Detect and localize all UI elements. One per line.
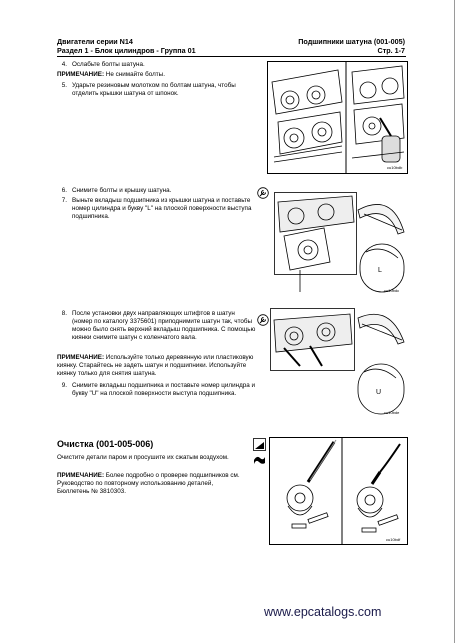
note-2: ПРИМЕЧАНИЕ: Используйте только деревянную или пластиковую киянку. Старайтесь не задеть шатун и подшипники. Используйте киянку только для снятия шатуна. bbox=[57, 354, 254, 377]
wrench-icon bbox=[257, 187, 269, 199]
manual-page: Двигатели серии N14 Раздел 1 - Блок цилиндров - Группа 01 Подшипники шатуна (001-005) Стр. 1-7 4. Ослабьте болты шатуна. ПРИМЕЧАНИЕ: Не снимайте болты. 5. Ударьте резиновым молотком по болтам шатуна, чтобы отделить крышки шатуна от шпонок. cu10bdb 6. Снимите болты и крышку шатуна. 7. Выньте вкладыш подшипника из крышки шатуна и поставьте номер цилиндра и букву "L" на плоской поверхности выступа подшипника. L cu10bdc 8. После установки двух направляющих штифтов в шатун (номер по каталогу 3375601) приподнимите шатун так, чтобы можно было снять верхний вкладыш подшипника. С помощью киянки снимите шатун с коленчатого вала. ПРИМЕЧАНИЕ: Используйте только деревянную или пластиковую киянку. Старайтесь не задеть шатун и подшипники. Используйте киянку только для снятия шатуна. 9. Снимите вкладыш подшипника и поставьте номер цилиндра и букву "U" на плоской поверхности выступа подшипника. U cu10bde Очистка (001-005-006) Очистите детали паром и просушите их сжатым воздухом. ПРИМЕЧАНИЕ: Более подробно о проверке подшипников см. Руководство по повторному использованию деталей, Бюллетень № 3810303. cu10bdf www.epcatalogs.com bbox=[0, 0, 455, 643]
steam-clean-icon bbox=[253, 438, 266, 451]
compressed-air-icon bbox=[253, 454, 266, 465]
header-rule bbox=[57, 56, 406, 57]
figure-bearing-caps-mallet bbox=[267, 61, 408, 174]
wrench-icon bbox=[257, 314, 269, 326]
figure-code-3: cu10bde bbox=[384, 410, 400, 415]
engine-illustration-3 bbox=[270, 308, 406, 416]
figure-code-4: cu10bdf bbox=[386, 537, 401, 542]
engine-illustration-1 bbox=[268, 62, 407, 173]
header-page-number: Стр. 1-7 bbox=[377, 46, 405, 55]
header-title-right: Подшипники шатуна (001-005) bbox=[298, 37, 405, 46]
svg-text:U: U bbox=[376, 389, 382, 396]
cleaning-paragraph: Очистите детали паром и просушите их сжатым воздухом. bbox=[57, 454, 229, 461]
engine-illustration-2 bbox=[274, 192, 406, 295]
website-url[interactable]: www.epcatalogs.com bbox=[264, 605, 382, 619]
note-3: ПРИМЕЧАНИЕ: Более подробно о проверке подшипников см. Руководство по повторному использованию деталей, Бюллетень № 3810303. bbox=[57, 472, 240, 495]
figure-code-2: cu10bdc bbox=[384, 288, 400, 293]
svg-text:L: L bbox=[378, 267, 382, 274]
header-title-left: Двигатели серии N14 bbox=[57, 37, 133, 46]
figure-steam-cleaning bbox=[269, 437, 408, 545]
engine-illustration-4 bbox=[270, 438, 407, 544]
section-title-cleaning: Очистка (001-005-006) bbox=[57, 439, 154, 449]
figure-code-1: cu10bdb bbox=[387, 165, 403, 170]
header-section-left: Раздел 1 - Блок цилиндров - Группа 01 bbox=[57, 46, 196, 55]
figure-lift-rod-bearing bbox=[270, 308, 406, 416]
note-1: ПРИМЕЧАНИЕ: Не снимайте болты. bbox=[57, 71, 165, 78]
figure-remove-rod-cap bbox=[274, 192, 406, 295]
